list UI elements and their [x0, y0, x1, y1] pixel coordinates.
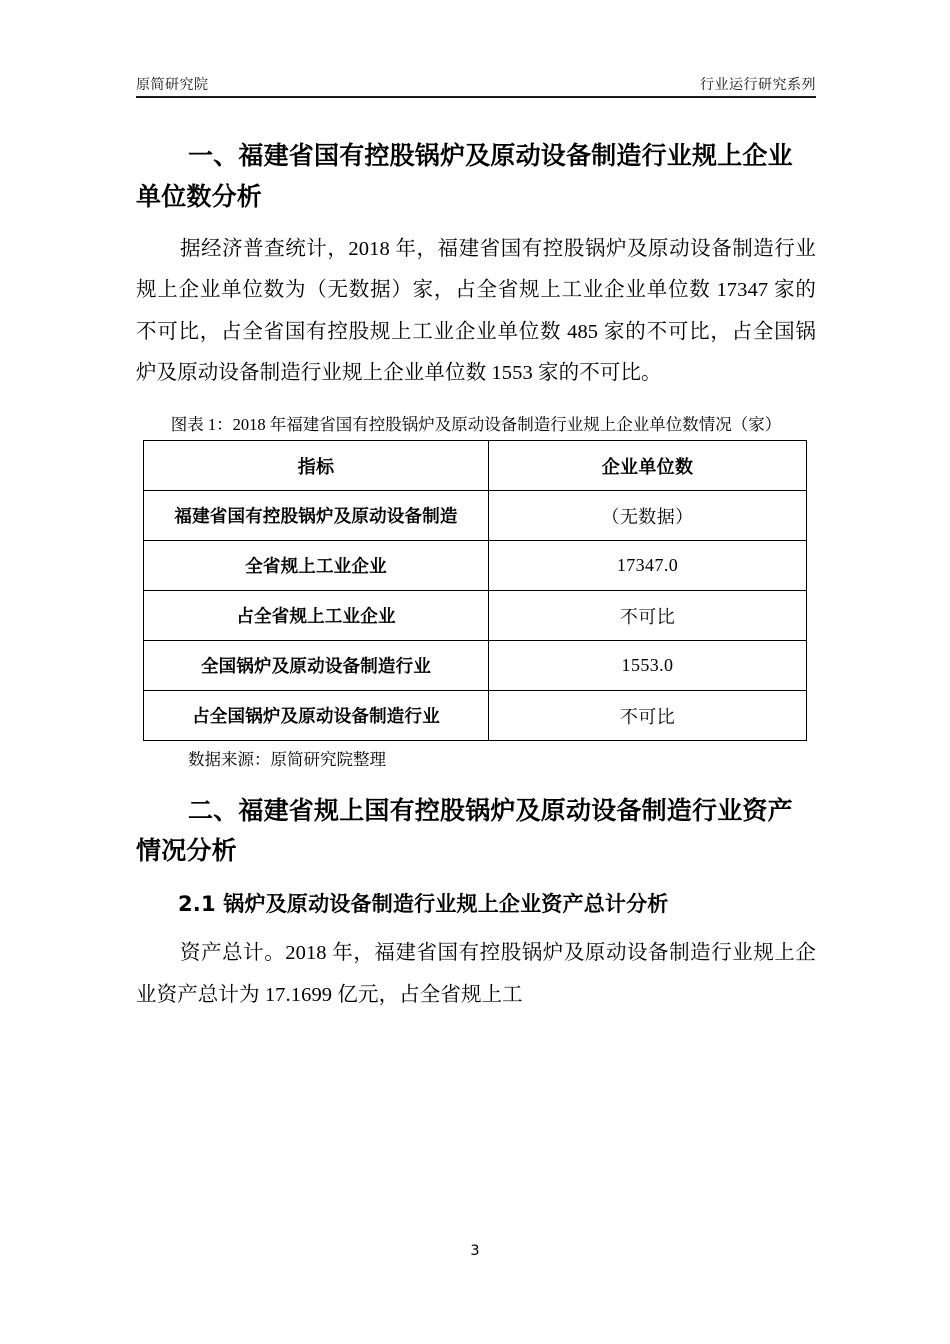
- table-row: [144, 591, 807, 641]
- row-label: 福建省国有控股锅炉及原动设备制造: [144, 491, 489, 541]
- column-header-value: 企业单位数: [489, 441, 807, 491]
- row-label: 占全省规上工业企业: [144, 591, 489, 641]
- header-left-label: 原简研究院: [136, 76, 209, 93]
- figure-1-source-note: 数据来源：原简研究院整理: [188, 750, 386, 770]
- row-label: 全国锅炉及原动设备制造行业: [144, 641, 489, 691]
- header-right-label: 行业运行研究系列: [700, 76, 816, 93]
- page-number: 3: [470, 1243, 480, 1259]
- section-2-1-heading: 2.1 锅炉及原动设备制造行业规上企业资产总计分析: [178, 891, 669, 916]
- row-value: 17347.0: [489, 541, 807, 591]
- table-row: [144, 541, 807, 591]
- section-1-paragraph: 据经济普查统计，2018 年，福建省国有控股锅炉及原动设备制造行业规上企业单位数为（无数据）家，占全省规上工业企业单位数 17347 家的不可比，占全省国有控股规上工业企业单位数 485 家的不可比，占全国锅炉及原动设备制造行业规上企业单位数 1553 家的不可比。: [136, 238, 816, 385]
- table-row: [144, 641, 807, 691]
- table-row: [144, 491, 807, 541]
- row-value: 1553.0: [489, 641, 807, 691]
- section-2-1-paragraph: 资产总计。2018 年，福建省国有控股锅炉及原动设备制造行业规上企业资产总计为 17.1699 亿元，占全省规上工: [136, 942, 816, 1006]
- column-header-indicator: 指标: [144, 441, 489, 491]
- row-label: 占全国锅炉及原动设备制造行业: [144, 691, 489, 741]
- row-value: 不可比: [489, 691, 807, 741]
- section-2-heading: 二、福建省规上国有控股锅炉及原动设备制造行业资产情况分析: [136, 795, 793, 866]
- row-value: （无数据）: [489, 491, 807, 541]
- running-header: [136, 62, 816, 98]
- figure-1-caption: 图表 1：2018 年福建省国有控股锅炉及原动设备制造行业规上企业单位数情况（家）: [170, 414, 782, 434]
- row-value: 不可比: [489, 591, 807, 641]
- figure-1-table: [143, 440, 807, 741]
- row-label: 全省规上工业企业: [144, 541, 489, 591]
- document-body: [136, 118, 816, 1016]
- table-header-row: [144, 441, 807, 491]
- section-1-heading: 一、福建省国有控股锅炉及原动设备制造行业规上企业单位数分析: [136, 141, 793, 211]
- table-row: [144, 691, 807, 741]
